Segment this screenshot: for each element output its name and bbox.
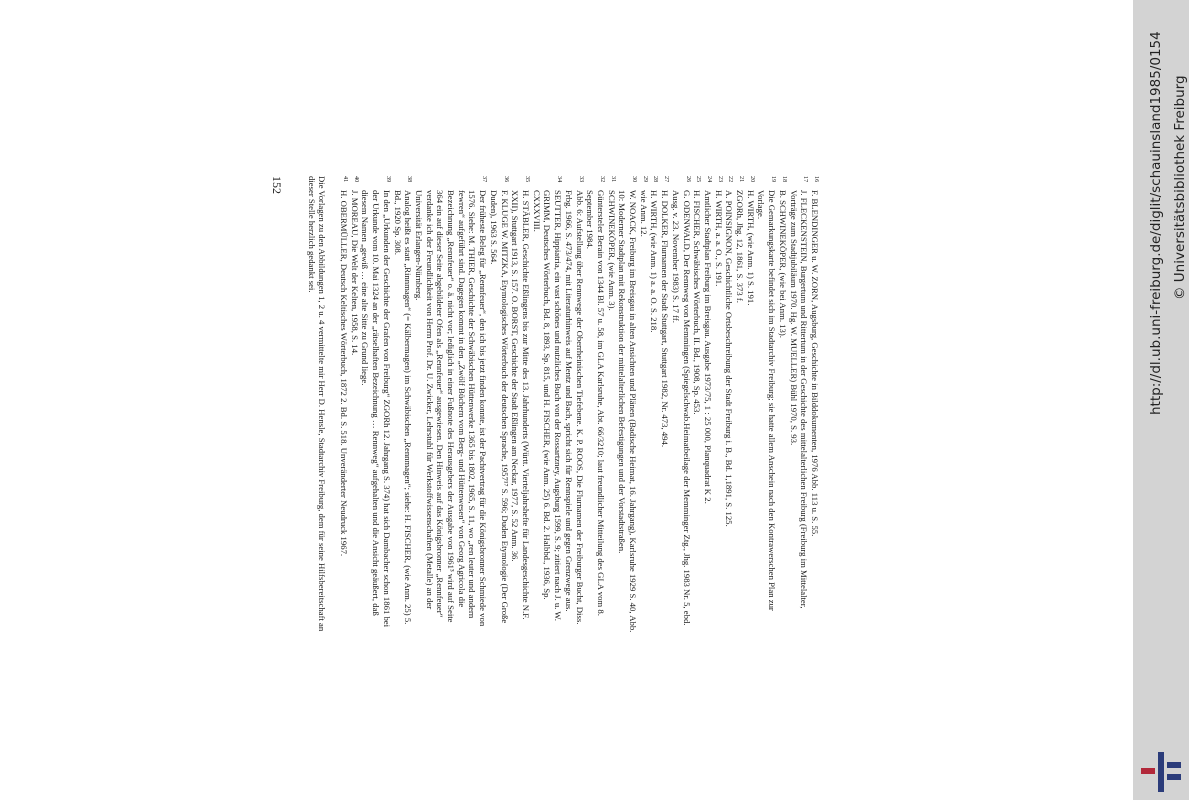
footnote-text: A. POINSIGNON, Geschichtliche Ortsbeschreibung der Stadt Freiburg i. B., Bd. 1,1891, S. 125. <box>724 190 735 527</box>
footnote <box>702 176 713 634</box>
footnote-text: Analog heißt es statt „Rinnmagen“ (= Kälbermagen) im Schwäbischen „Rennmagen“; siehe: H. FISCHER, (wie Anm. 25) 5. Bd., 1920 Sp. 308. <box>392 190 414 625</box>
footnote-text: J. MOREAU, Die Welt der Kelten, 1958, S. 14. <box>349 190 360 356</box>
footnote-text: In den „Urkunden der Geschichte der Grafen von Freiburg“ ZGORh 12. Jahrgang S. 374) hat sich Dambacher schon 1861 bei der Urkunde vom 10. Mai 1324 an der „rätselhaften Bezeichnung … Rennweg“ aufgehalten und die Ansicht geäußert, daß diesem Namen „gewiß … eine alte Sitte zu Grund liege. <box>360 190 392 628</box>
footnote <box>360 176 392 634</box>
footnote-text: B. SCHWINEKÖPER, (wie bei Anm. 13). <box>777 190 788 338</box>
footnote-number: 38 <box>406 176 414 183</box>
footnote <box>809 176 820 634</box>
footnote <box>638 176 649 634</box>
footnote-text: Die Gemarkungskarte befindet sich im Stadtarchiv Freiburg; sie hatte allem Anschein nach den Kontrawerschen Plan zur Vorlage. <box>756 190 778 611</box>
footnote-number: 34 <box>556 176 564 183</box>
footnote-number: 20 <box>748 176 756 183</box>
footnote-number: 18 <box>780 176 788 183</box>
footnote-number: 16 <box>813 176 820 183</box>
footnote-number: 21 <box>738 176 746 183</box>
footnote <box>777 176 788 634</box>
footnote-text: SEUTTER, Hippiatria, ein vast schönes und nutzliches Buch von der Rossartzney, Augsburg 1599, S. 9; zitiert nach J. u. W. GRIMM, Deutsches Wörterbuch, Bd. 8, 1893, Sp. 815, und H. FISCHER, (wie Anm. 25) 6. Bd. 2. Halbbd., 1936, Sp. CXXXVIII. <box>531 190 564 621</box>
footnote-text: Der früheste Beleg für „Rennfeuer“, den ich bis jetzt finden konnte, ist der Pachtvertrag für die Königsbronner Schmiede von 1576. Siehe: M. THIER, Geschichte der Schwäbischen Hüttenwerke 1365 bis 1802, 1965, S. 11, wo „ren leuter und andern fewren“ aufgeführt sind. Dagegen kommt in den „Zwölf Büchern vom Berg- und Hüttenwesen“ von Georg Agricola die Bezeichnung „Rennfeuer“ o. ä. nicht vor; lediglich in einer Fußnote des Herausgebers der Ausgabe von 1961³ wird auf Seite 364 ein auf dieser Seite abgebildeter Ofen als „Rennfeuer“ ausgewiesen. Den Hinweis auf das Königsbronner „Rennfeuer“ verdanke ich der Freundlichkeit von Herrn Prof. Dr. U. Zwicker, Lehrstuhl für Werkstoffwissenschaften (Metalle) an der Universität Erlangen-Nürnberg. <box>413 190 489 627</box>
footnote <box>606 176 617 634</box>
footnote <box>413 176 488 634</box>
footnote <box>692 176 703 634</box>
footnote-text: H. WIRTH, (wie Anm. 1) a. a. O. S. 218. <box>649 190 660 333</box>
footnote-text: Abb. 6: Aufstellung über Rennwege der Oberrheinischen Tiefebene. K. P. ROOS, Die Flurnamen der Freiburger Bucht, Diss. Frbg. 1966, S. 473/474, mit Literaturhinweis auf Mentz und Bach, spricht sich für Rennspiele und gegen Grenzwege aus. <box>563 190 585 625</box>
footnote <box>670 176 691 634</box>
footnote-number: 29 <box>641 176 649 183</box>
footnote-number: 23 <box>716 176 724 183</box>
footnote-number: 37 <box>481 176 489 183</box>
footnote-number: 25 <box>695 176 703 183</box>
footnote-number: 26 <box>684 176 692 183</box>
footnote-number: 33 <box>577 176 585 183</box>
closing-note: Die Vorlagen zu den Abbildungen 1, 2 u. 4 vermittelte mir Herr D. Hensle, Stadtarchiv Freiburg, dem für seine Hilfsbereitschaft an dieser Stelle herzlich gedankt sei. <box>306 176 328 632</box>
source-url-link[interactable]: http://dl.ub.uni-freiburg.de/diglit/schauinsland1985/0154 <box>1148 31 1164 415</box>
footnote <box>585 176 606 634</box>
footnote-number: 28 <box>652 176 660 183</box>
footnote-text: F. BLENDINGER u. W. ZORN, Augsburg, Geschichte in Bilddokumenten, 1976 Abb. 113 u. S. 55. <box>810 190 820 537</box>
footnote <box>531 176 563 634</box>
sidebar <box>1138 0 1186 800</box>
footnote-number: 41 <box>342 176 350 183</box>
footnote-number: 40 <box>352 176 360 183</box>
footnote-text: H. WIRTH, (wie Anm. 1) S. 191. <box>745 190 756 306</box>
footnote-number: 17 <box>802 176 810 183</box>
footnote-number: 31 <box>609 176 617 183</box>
footnote <box>788 176 809 634</box>
footnote-text: Güntersteler Berain von 1344 Bl. 57 u. 58, im GLA Karlsruhe, Abt. 66/3210; laut freundlicher Mitteilung des GLA vom 8. September 1984. <box>585 190 606 616</box>
footnote-number: 39 <box>384 176 392 183</box>
footnote <box>649 176 660 634</box>
footnote <box>713 176 724 634</box>
ub-freiburg-logo-icon <box>1141 748 1181 796</box>
footnote <box>510 176 531 634</box>
footnote <box>392 176 413 634</box>
footnote-text: H. STÄBLER, Geschichte Eßlingens bis zur Mitte des 13. Jahrhunderts (Württ. Vierteljahrshefte für Landesgeschichte N.F. XXII), Stuttgart 1913, S. 157. O. BORST, Geschichte der Stadt Eßlingen am Neckar, 1977, S. 52 Anm. 36. <box>510 190 532 620</box>
footnote-text: F. KLUGE W. MITZKA, Etymologisches Wörterbuch der deutschen Sprache, 1957¹⁷ S. 596; Duden Etymologie (Der Große Duden), 1963 S. 564. <box>488 190 510 624</box>
footnote <box>563 176 584 634</box>
footnote <box>745 176 756 634</box>
footnote-number: 30 <box>631 176 639 183</box>
footnote-text: H. FISCHER, Schwäbisches Wörterbuch, II. Bd., 1908, Sp. 453. <box>692 190 703 415</box>
footnote <box>617 176 638 634</box>
document-page <box>135 176 1015 636</box>
footnote <box>338 176 349 634</box>
footnote-text: wie Anm. 12. <box>638 190 649 237</box>
footnote-text: G. ODENWALD, Der Rennweg von Memmingen (Spiegelschwab.Heimatbeilage der Memminger Ztg., Jhg. 1983 Nr. 5, ebd. Ausg. v. 23. November 1983) S. 17 ff. <box>670 190 692 626</box>
footnote-number: 35 <box>524 176 532 183</box>
footnote-number: 22 <box>727 176 735 183</box>
footnote-text: W. NOACK, Freiburg im Breisgau in alten Ansichten und Plänen (Badische Heimat, 16. Jahrgang), Karlsruhe 1929 S. 40, Abb. 10: Moderner Stadtplan mit Rekonstruktion der mittelalterlichen Befestigungen und der Vorstadtstraßen. <box>617 190 639 633</box>
footnote <box>488 176 509 634</box>
page-number: 152 <box>270 176 284 194</box>
copyright-notice: © Universitätsbibliothek Freiburg <box>1172 75 1188 300</box>
footnote <box>724 176 735 634</box>
footnote-number: 24 <box>705 176 713 183</box>
footnote-text: SCHWINEKÖPER, (wie Anm. 3). <box>606 190 617 311</box>
footnote-text: H. OBERMÜLLER, Deutsch Keltisches Wörterbuch, 1872 2. Bd. S. 518. Unveränderter Neudruck 1967. <box>339 190 350 557</box>
footnote-number: 19 <box>770 176 778 183</box>
footnotes <box>306 176 820 634</box>
footnote <box>659 176 670 634</box>
footnote-text: ZGORh, Jhg. 12, 1861, S. 373 f. <box>735 190 746 303</box>
footnote-number: 32 <box>598 176 606 183</box>
footnote-text: H. DOLKER, Flurnamen der Stadt Stuttgart, Stuttgart 1982, Nr. 473, 494. <box>660 190 671 447</box>
footnote <box>349 176 360 634</box>
footnote-number: 36 <box>502 176 510 183</box>
footnote <box>734 176 745 634</box>
footnote-number: 27 <box>663 176 671 183</box>
footnote-text: Amtlicher Stadtplan Freiburg im Breisgau. Ausgabe 1973/75, 1 : 25 000, Planquadrat K 2. <box>702 190 713 504</box>
footnote-text: J. FLECKENSTEIN, Burgertum und Rittertum in der Geschichte des mittelalterlichen Freiburg (Freiburg im Mittelalter, Vorträge zum Stadtjubiläum 1970. Hg. W. MUELLER) Bühl 1970, S. 93. <box>788 190 810 609</box>
footnote <box>756 176 777 634</box>
footnote-text: H. WIRTH, a. a. O., S. 191. <box>713 190 724 287</box>
